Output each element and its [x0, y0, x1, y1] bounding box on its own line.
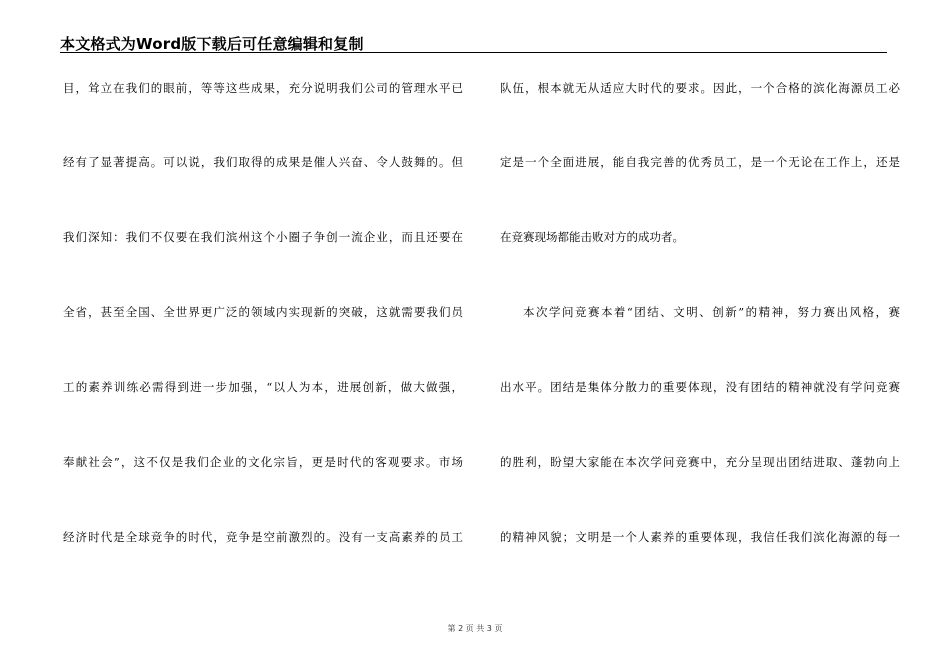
text-line: 经有了显著提高。可以说，我们取得的成果是催人兴奋、令人鼓舞的。但	[63, 155, 463, 169]
text-line: 在竞赛现场都能击败对方的成功者。	[500, 230, 684, 244]
text-line: 奉献社会”，这不仅是我们企业的文化宗旨，更是时代的客观要求。市场	[63, 455, 463, 469]
text-line: 的精神风貌；文明是一个人素养的重要体现，我信任我们滨化海源的每一	[500, 530, 900, 544]
text-line: 的胜利，盼望大家能在本次学问竞赛中，充分呈现出团结进取、蓬勃向上	[500, 455, 900, 469]
text-line: 经济时代是全球竞争的时代，竞争是空前激烈的。没有一支高素养的员工	[63, 530, 463, 544]
text-line: 工的素养训练必需得到进一步加强，“以人为本，进展创新，做大做强，	[63, 380, 463, 394]
text-line: 定是一个全面进展，能自我完善的优秀员工，是一个无论在工作上，还是	[500, 155, 900, 169]
text-line: 目，耸立在我们的眼前，等等这些成果，充分说明我们公司的管理水平已	[63, 81, 463, 95]
text-line: 队伍，根本就无从适应大时代的要求。因此，一个合格的滨化海源员工必	[500, 81, 900, 95]
text-line: 全省，甚至全国、全世界更广泛的领域内实现新的突破，这就需要我们员	[63, 305, 463, 319]
page-header-title: 本文格式为Word版下载后可任意编辑和复制	[60, 35, 364, 53]
text-line: 出水平。团结是集体分散力的重要体现，没有团结的精神就没有学问竞赛	[500, 380, 900, 394]
text-line: 我们深知：我们不仅要在我们滨州这个小圈子争创一流企业，而且还要在	[63, 230, 463, 244]
page-number: 第 2 页 共 3 页	[447, 624, 503, 633]
paragraph-first-line: 本次学问竞赛本着“团结、文明、创新”的精神，努力赛出风格，赛	[523, 305, 900, 319]
left-text-column	[63, 0, 463, 672]
right-text-column	[500, 0, 900, 672]
